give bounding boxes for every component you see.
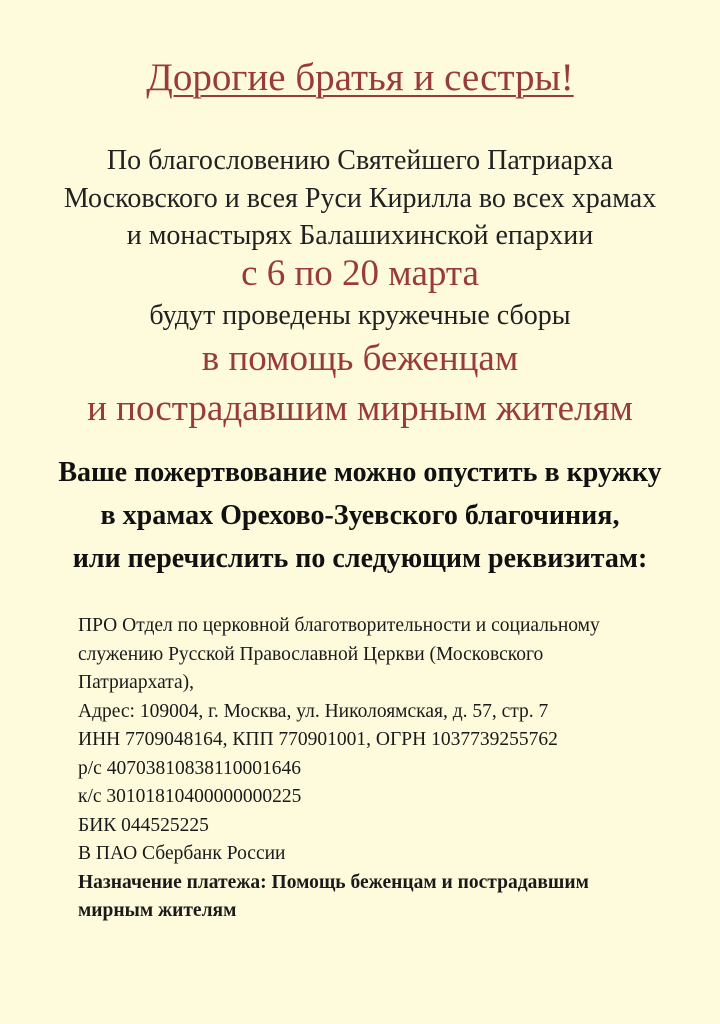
intro-line: и монастырях Балашихинской епархии <box>126 220 594 251</box>
donate-line: в храмах Орехово-Зуевского благочиния, <box>100 500 620 531</box>
bank-details <box>78 612 678 926</box>
purpose-line: и пострадавшим мирным жителям <box>87 388 633 429</box>
bik-code: БИК 044525225 <box>78 814 209 836</box>
payment-purpose: мирным жителям <box>78 900 237 921</box>
intro-line: По благословению Святейшего Патриарха <box>106 145 614 176</box>
organization-name: Патриархата), <box>78 672 195 693</box>
correspondent-account: к/с 30101810400000000225 <box>78 786 302 807</box>
collection-notice: будут проведены кружечные сборы <box>149 300 571 331</box>
donate-line: Ваше пожертвование можно опустить в кружку <box>58 457 662 488</box>
donation-instructions <box>0 451 720 580</box>
organization-name: ПРО Отдел по церковной благотворительности и социальному <box>78 615 600 636</box>
donate-line: или перечислить по следующим реквизитам: <box>72 543 648 574</box>
tax-ids: ИНН 7709048164, КПП 770901001, ОГРН 1037739255762 <box>78 729 558 750</box>
organization-name: служению Русской Православной Церкви (Московского <box>78 643 544 665</box>
purpose-line: в помощь беженцам <box>201 338 519 379</box>
payment-purpose: Назначение платежа: Помощь беженцам и пострадавшим <box>78 871 589 893</box>
intro-line: Московского и всея Руси Кирилла во всех храмах <box>63 182 657 214</box>
page-heading: Дорогие братья и сестры! <box>146 56 574 99</box>
collection-purpose <box>0 334 720 434</box>
blessing-intro <box>0 142 720 255</box>
collection-dates: с 6 по 20 марта <box>241 253 479 294</box>
settlement-account: р/с 40703810838110001646 <box>78 757 301 779</box>
organization-address: Адрес: 109004, г. Москва, ул. Николоямская, д. 57, стр. 7 <box>78 700 549 722</box>
bank-name: В ПАО Сбербанк России <box>78 843 286 864</box>
